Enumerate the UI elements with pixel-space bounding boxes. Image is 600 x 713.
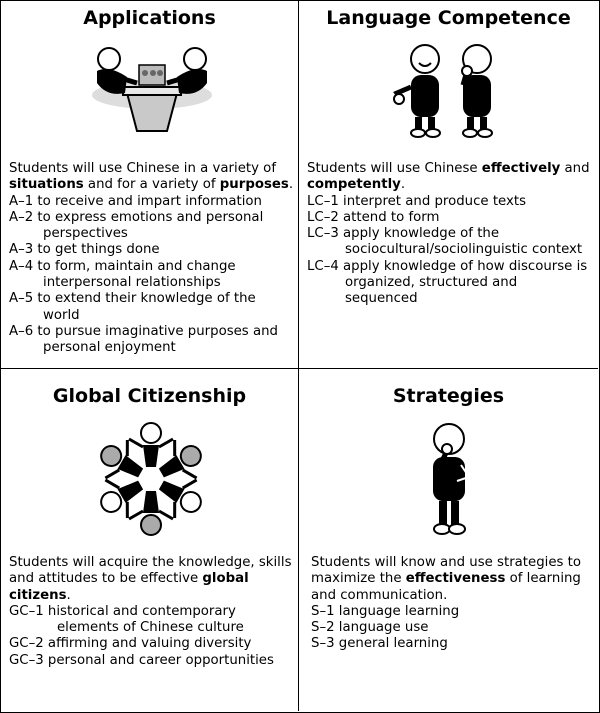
outcome-line: LC–2 attend to form bbox=[307, 209, 440, 225]
global-body bbox=[9, 555, 294, 669]
intro-bold: global citizens bbox=[9, 571, 249, 603]
intro-text: . bbox=[400, 177, 406, 193]
outcome-line: LC–1 interpret and produce texts bbox=[307, 193, 526, 209]
outcome-item bbox=[9, 636, 294, 652]
outcome-continuation: interpersonal relationships bbox=[43, 275, 221, 291]
outcome-continuation: sequenced bbox=[345, 291, 418, 307]
language-intro bbox=[307, 161, 594, 194]
outcome-line: A–4 to form, maintain and change bbox=[9, 258, 236, 274]
global-title: Global Citizenship bbox=[52, 385, 247, 407]
intro-text: Students will use Chinese in a variety of bbox=[9, 161, 277, 176]
outcome-item bbox=[307, 259, 594, 308]
intro-text: of learning and communication. bbox=[311, 571, 581, 603]
intro-text: and bbox=[560, 161, 590, 176]
outcome-line: S–1 language learning bbox=[311, 603, 460, 619]
outcome-item bbox=[311, 636, 594, 652]
strategies-intro bbox=[311, 555, 594, 604]
outcome-line: LC–3 apply knowledge of the bbox=[307, 226, 500, 242]
thinking-person-icon bbox=[417, 421, 481, 539]
strategies-panel bbox=[299, 369, 598, 711]
applications-intro bbox=[9, 161, 294, 194]
two-people-talking-icon bbox=[383, 41, 513, 141]
outcome-item bbox=[9, 324, 294, 357]
outcome-item bbox=[9, 210, 294, 243]
outcome-line: LC–4 apply knowledge of how discourse is bbox=[307, 258, 588, 274]
outcome-line: A–2 to express emotions and personal bbox=[9, 209, 264, 225]
strategies-body bbox=[311, 555, 594, 653]
intro-text: . bbox=[66, 587, 71, 603]
intro-bold: effectiveness bbox=[405, 571, 506, 587]
outcome-item bbox=[311, 620, 594, 636]
outcome-continuation: world bbox=[43, 307, 80, 323]
strategies-title: Strategies bbox=[392, 385, 505, 407]
outcome-item bbox=[9, 604, 294, 637]
outcome-item bbox=[9, 242, 294, 258]
intro-text: Students will know and use strategies to maximize the bbox=[311, 555, 582, 587]
outcome-line: GC–3 personal and career opportunities bbox=[9, 652, 274, 668]
intro-text: Students will acquire the knowledge, skills and attitudes to be effective bbox=[9, 555, 292, 587]
outcome-line: A–3 to get things done bbox=[9, 242, 160, 258]
outcome-item bbox=[307, 226, 594, 259]
outcome-continuation: perspectives bbox=[43, 226, 128, 242]
outcome-line: GC–1 historical and contemporary bbox=[9, 603, 236, 619]
language-title: Language Competence bbox=[326, 7, 571, 29]
outcome-line: S–3 general learning bbox=[311, 636, 448, 652]
language-panel bbox=[299, 1, 598, 369]
global-panel bbox=[1, 369, 299, 711]
outcome-continuation: sociocultural/sociolinguistic context bbox=[345, 242, 583, 258]
intro-bold: situations bbox=[9, 177, 84, 193]
circle-of-people-icon bbox=[91, 415, 211, 545]
outcome-line: A–1 to receive and impart information bbox=[9, 193, 262, 209]
intro-text: and for a variety of bbox=[83, 177, 220, 193]
intro-bold: purposes bbox=[219, 177, 289, 193]
language-body bbox=[307, 161, 594, 308]
outcome-continuation: personal enjoyment bbox=[43, 340, 176, 356]
outcome-item bbox=[307, 210, 594, 226]
applications-panel bbox=[1, 1, 299, 369]
outcome-item bbox=[9, 653, 294, 669]
outcome-item bbox=[311, 604, 594, 620]
intro-bold: effectively bbox=[481, 161, 561, 176]
intro-text: . bbox=[288, 177, 294, 193]
outcome-line: GC–2 affirming and valuing diversity bbox=[9, 636, 252, 652]
outcome-line: A–6 to pursue imaginative purposes and bbox=[9, 323, 278, 339]
outcome-item bbox=[9, 291, 294, 324]
global-intro bbox=[9, 555, 294, 604]
intro-bold: competently bbox=[307, 177, 401, 193]
applications-title: Applications bbox=[83, 7, 216, 29]
outcome-continuation: organized, structured and bbox=[345, 275, 518, 291]
outcome-line: A–5 to extend their knowledge of the bbox=[9, 291, 256, 307]
outcome-item bbox=[9, 259, 294, 292]
outcome-line: S–2 language use bbox=[311, 620, 429, 636]
applications-body bbox=[9, 161, 294, 357]
outcome-continuation: elements of Chinese culture bbox=[57, 620, 244, 636]
outcome-item bbox=[307, 194, 594, 210]
two-people-at-table-icon bbox=[87, 43, 217, 143]
intro-text: Students will use Chinese bbox=[307, 161, 482, 176]
outcome-item bbox=[9, 194, 294, 210]
